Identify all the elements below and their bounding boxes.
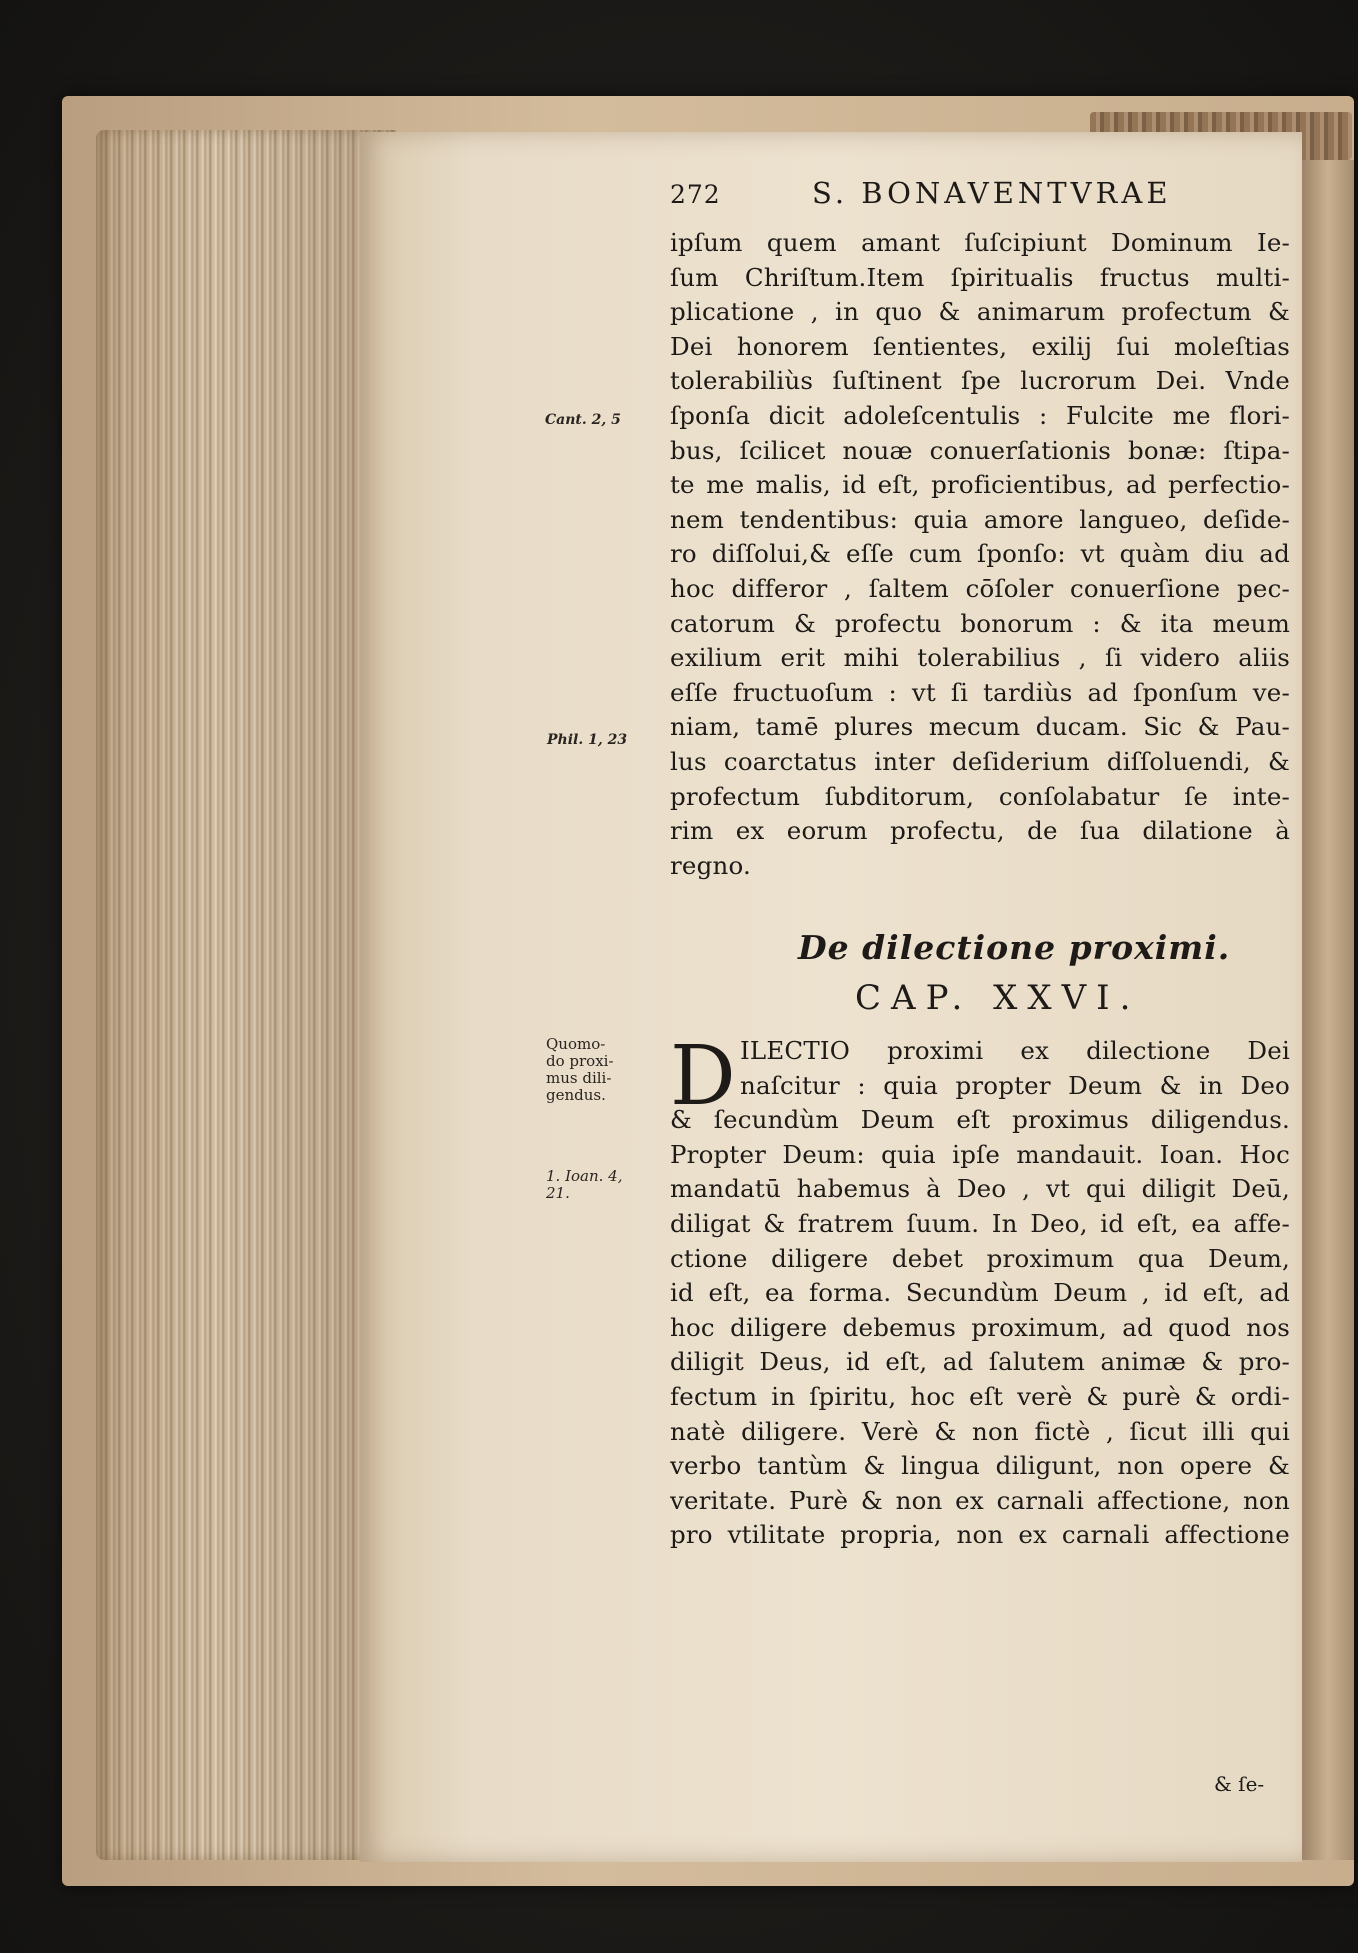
text-line: exilium erit mihi tolerabilius , ſi videro aliis [670, 643, 1290, 673]
text-line: id eſt, ea forma. Secundùm Deum , id eſt, ad [670, 1278, 1290, 1308]
text-line: lus coarctatus inter deſiderium diſſoluendi, & [670, 746, 1290, 776]
text-line: fectum in ſpiritu, hoc eſt verè & purè & ordi- [670, 1381, 1290, 1411]
text-line: & ſecundùm Deum eſt proximus diligendus. [670, 1105, 1290, 1135]
text-line: te me malis, id eſt, proficientibus, ad perfectio- [670, 470, 1290, 500]
text-line: regno. [670, 850, 751, 880]
text-line: natè diligere. Verè & non fictè , ſicut illi qui [670, 1416, 1290, 1446]
text-line: rim ex eorum profectu, de ſua dilatione à [670, 816, 1290, 846]
margin-note-phil: Phil. 1, 23 [547, 732, 628, 748]
margin-note-line: gendus. [546, 1086, 606, 1104]
text-line: bus, ſcilicet nouæ conuerſationis bonæ: ſtipa- [670, 435, 1290, 465]
text-line: hoc diligere debemus proximum, ad quod nos [670, 1312, 1290, 1342]
text-line: catorum & profectu bonorum : & ita meum [670, 608, 1290, 638]
catchword: & ſe- [1214, 1772, 1265, 1796]
running-header [670, 170, 1290, 216]
chapter-number: CAP. XXVI. [855, 978, 1141, 1018]
text-block-1 [670, 226, 1290, 883]
margin-note-line: Quomo- [546, 1035, 606, 1053]
text-line: ſponſa dicit adoleſcentulis : Fulcite me flori- [670, 400, 1290, 430]
margin-note-line: 21. [546, 1184, 570, 1202]
text-line: ILECTIO proximi ex dilectione Dei [740, 1036, 1290, 1065]
page-number: 272 [670, 180, 721, 209]
text-block-2 [670, 1029, 1290, 1553]
drop-cap: D [670, 1029, 736, 1124]
text-line: ctione diligere debet proximum qua Deum, [670, 1243, 1290, 1273]
text-line: eſſe fructuoſum : vt ſi tardiùs ad ſponſum ve- [670, 677, 1290, 707]
margin-note-line: 1. Ioan. 4, [546, 1167, 623, 1185]
text-line: Dei honorem ſentientes, exilij ſui moleſtias [670, 331, 1290, 361]
text-line: diligit Deus, id eſt, ad ſalutem animæ & pro- [670, 1347, 1290, 1377]
margin-note-ioan [546, 1168, 623, 1202]
bleed-through-mark [560, 240, 567, 265]
margin-note-cant: Cant. 2, 5 [545, 412, 621, 428]
running-head-title: S. BONAVENTVRAE [812, 176, 1172, 210]
text-line: profectum ſubditorum, conſolabatur ſe inte- [670, 781, 1290, 811]
text-line: veritate. Purè & non ex carnali affectione, non [670, 1485, 1290, 1515]
text-line: Propter Deum: quia ipſe mandauit. Ioan. Hoc [670, 1139, 1290, 1169]
page-stack-shading [96, 130, 396, 1860]
text-line: hoc differor , ſaltem cōſoler conuerſione pec- [670, 573, 1290, 603]
text-line: mandatū habemus à Deo , vt qui diligit Deū, [670, 1174, 1290, 1204]
text-line: tolerabiliùs ſuſtinent ſpe lucrorum Dei. Vnde [670, 366, 1290, 396]
text-line: ipſum quem amant ſuſcipiunt Dominum Ie- [670, 228, 1290, 257]
margin-note-quomodo [546, 1036, 614, 1104]
text-line: plicatione , in quo & animarum profectum & [670, 297, 1290, 327]
text-line: ro diſſolui,& eſſe cum ſponſo: vt quàm diu ad [670, 539, 1290, 569]
text-line: verbo tantùm & lingua diligunt, non opere & [670, 1451, 1290, 1481]
text-line: diligat & fratrem ſuum. In Deo, id eſt, ea affe- [670, 1208, 1290, 1238]
margin-note-line: mus dili- [546, 1069, 612, 1087]
margin-note-line: do proxi- [546, 1052, 614, 1070]
text-line: niam, tamē plures mecum ducam. Sic & Pau- [670, 712, 1290, 742]
text-line: nem tendentibus: quia amore langueo, deſide- [670, 504, 1290, 534]
facing-page-edge [1302, 160, 1354, 1860]
chapter-title: De dilectione proximi. [798, 928, 1231, 967]
text-line: naſcitur : quia propter Deum & in Deo [740, 1070, 1290, 1100]
text-line: pro vtilitate propria, non ex carnali affectione [670, 1520, 1290, 1550]
text-line: ſum Chriſtum.Item ſpiritualis fructus multi- [670, 262, 1290, 292]
